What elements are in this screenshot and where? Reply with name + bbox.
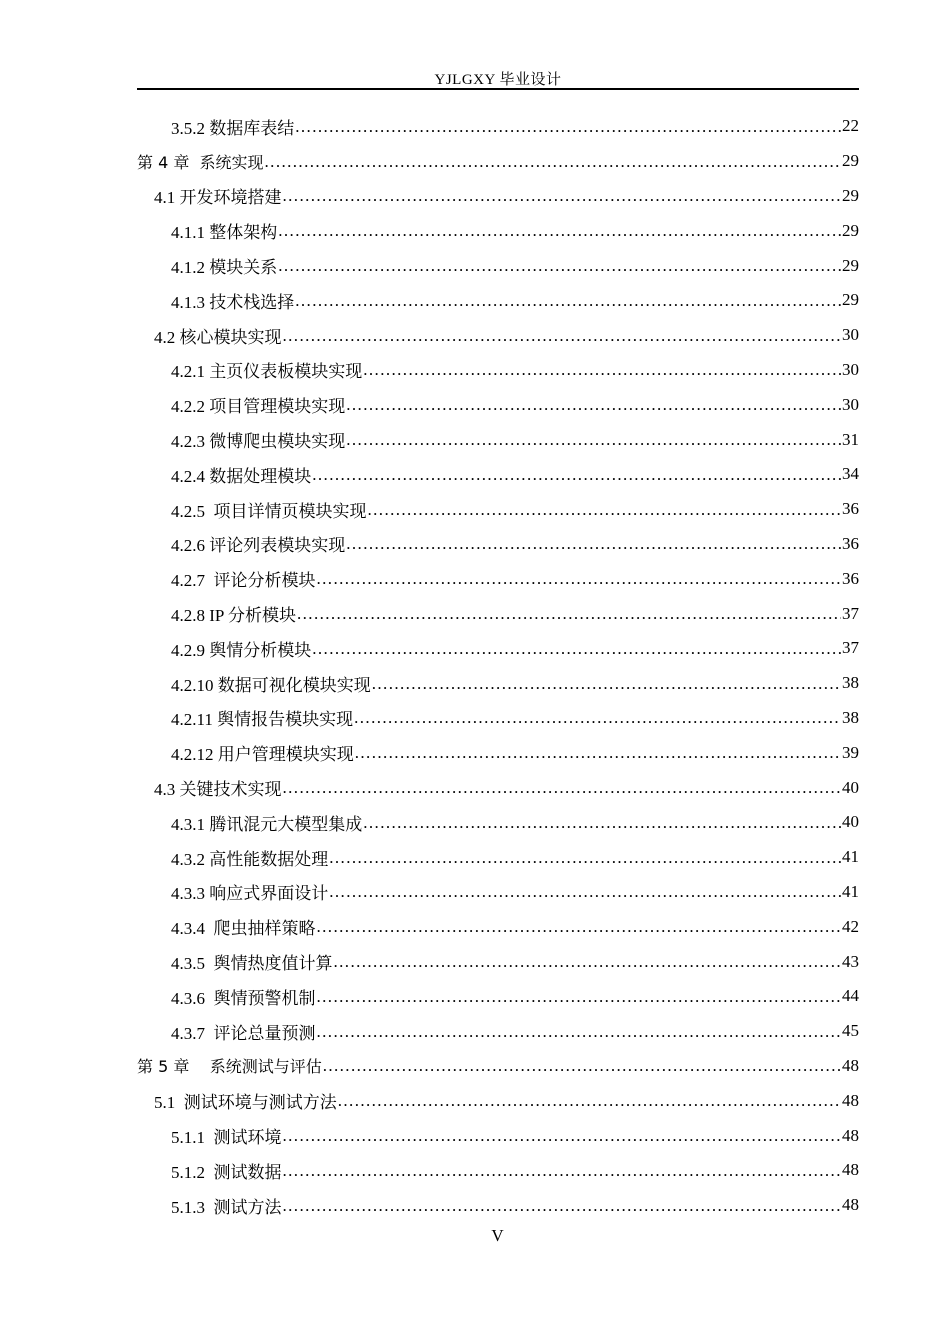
- toc-dot-leader: [329, 849, 841, 866]
- toc-entry-page: 39: [842, 742, 859, 762]
- toc-entry-title: 5.1.1 测试环境: [171, 1128, 282, 1147]
- toc-entry-page: 48: [842, 1055, 859, 1075]
- toc-entry[interactable]: [137, 979, 859, 1014]
- toc-entry[interactable]: [137, 179, 859, 214]
- toc-entry[interactable]: [137, 1083, 859, 1118]
- toc-entry-title: 3.5.2 数据库表结: [171, 118, 295, 138]
- toc-entry[interactable]: [137, 248, 859, 283]
- toc-entry[interactable]: [137, 318, 859, 353]
- toc-dot-leader: [283, 779, 842, 796]
- toc-entry[interactable]: [137, 666, 859, 701]
- toc-entry-page: 48: [842, 1125, 859, 1145]
- toc-entry-title: 4.2.8 IP 分析模块: [171, 606, 296, 626]
- toc-entry[interactable]: [137, 840, 859, 875]
- toc-entry-title: 4.3.4 爬虫抽样策略: [171, 919, 316, 939]
- toc-entry[interactable]: [137, 109, 859, 144]
- toc-entry-page: 37: [842, 638, 859, 658]
- toc-entry-page: 30: [842, 325, 859, 345]
- toc-entry[interactable]: [137, 770, 859, 805]
- toc-entry-title: 4.1 开发环境搭建: [154, 188, 282, 208]
- toc-dot-leader: [355, 744, 841, 761]
- toc-dot-leader: [372, 675, 841, 692]
- toc-entry-title: 4.3.3 响应式界面设计: [171, 884, 329, 904]
- toc-entry[interactable]: [137, 1153, 859, 1188]
- toc-entry-page: 48: [842, 1160, 859, 1180]
- toc-dot-leader: [317, 1023, 842, 1040]
- toc-entry-title: 4.3 关键技术实现: [154, 780, 282, 800]
- toc-entry-title: 4.2.10 数据可视化模块实现: [171, 675, 371, 695]
- toc-entry[interactable]: [137, 457, 859, 492]
- toc-entry[interactable]: [137, 1118, 859, 1153]
- toc-entry-page: 38: [842, 673, 859, 693]
- toc-entry[interactable]: [137, 144, 859, 179]
- toc-entry-title: 4.2.5 项目详情页模块实现: [171, 501, 367, 521]
- toc-entry-page: 44: [842, 986, 859, 1006]
- toc-dot-leader: [368, 501, 842, 518]
- toc-entry[interactable]: [137, 353, 859, 388]
- toc-dot-leader: [346, 535, 841, 552]
- toc-entry-title: 4.3.7 评论总量预测: [171, 1023, 316, 1043]
- toc-entry-title: 4.1.3 技术栈选择: [171, 292, 295, 312]
- toc-dot-leader: [295, 292, 841, 309]
- toc-entry-page: 40: [842, 777, 859, 797]
- table-of-contents: [137, 109, 859, 1223]
- toc-entry[interactable]: [137, 283, 859, 318]
- toc-entry-page: 40: [842, 812, 859, 832]
- toc-dot-leader: [346, 431, 841, 448]
- toc-entry[interactable]: [137, 1049, 859, 1084]
- toc-dot-leader: [317, 570, 842, 587]
- toc-entry-page: 41: [842, 847, 859, 867]
- toc-dot-leader: [283, 1162, 842, 1179]
- toc-entry-title: 4.1.2 模块关系: [171, 258, 278, 278]
- toc-entry-page: 48: [842, 1195, 859, 1215]
- toc-dot-leader: [317, 988, 842, 1005]
- toc-entry-title: 4.3.2 高性能数据处理: [171, 849, 329, 869]
- toc-entry[interactable]: [137, 735, 859, 770]
- toc-entry-title: 第 4 章 系统实现: [137, 152, 264, 172]
- toc-dot-leader: [363, 361, 841, 378]
- toc-entry-title: 第 5 章 系统测试与评估: [137, 1057, 322, 1077]
- toc-entry-page: 22: [842, 116, 859, 136]
- toc-entry[interactable]: [137, 492, 859, 527]
- toc-entry-title: 4.2.7 评论分析模块: [171, 571, 316, 591]
- toc-entry-title: 4.2.11 舆情报告模块实现: [171, 710, 354, 730]
- toc-entry-title: 4.2.9 舆情分析模块: [171, 640, 312, 660]
- toc-entry-page: 29: [842, 255, 859, 275]
- toc-entry[interactable]: [137, 527, 859, 562]
- toc-entry[interactable]: [137, 1188, 859, 1223]
- toc-dot-leader: [297, 605, 841, 622]
- toc-dot-leader: [354, 709, 841, 726]
- toc-dot-leader: [283, 187, 842, 204]
- toc-dot-leader: [363, 814, 841, 831]
- toc-entry-title: 4.2 核心模块实现: [154, 327, 282, 347]
- toc-entry[interactable]: [137, 909, 859, 944]
- toc-entry-page: 30: [842, 359, 859, 379]
- toc-dot-leader: [283, 1127, 842, 1144]
- toc-entry-page: 29: [842, 290, 859, 310]
- toc-entry-title: 4.3.5 舆情热度值计算: [171, 954, 333, 974]
- toc-entry-title: 4.3.6 舆情预警机制: [171, 988, 316, 1008]
- toc-entry-page: 43: [842, 951, 859, 971]
- toc-entry[interactable]: [137, 596, 859, 631]
- toc-entry-title: 5.1.3 测试方法: [171, 1197, 282, 1217]
- toc-entry-title: 4.3.1 腾讯混元大模型集成: [171, 814, 363, 834]
- toc-entry[interactable]: [137, 805, 859, 840]
- toc-entry-page: 36: [842, 568, 859, 588]
- toc-dot-leader: [338, 1092, 841, 1109]
- toc-entry-page: 37: [842, 603, 859, 623]
- toc-entry[interactable]: [137, 875, 859, 910]
- toc-dot-leader: [317, 918, 842, 935]
- toc-entry-page: 29: [842, 185, 859, 205]
- toc-dot-leader: [323, 1057, 841, 1074]
- toc-entry[interactable]: [137, 422, 859, 457]
- toc-entry[interactable]: [137, 944, 859, 979]
- page-number: V: [491, 1226, 504, 1245]
- toc-entry-page: 34: [842, 464, 859, 484]
- toc-entry-page: 30: [842, 394, 859, 414]
- toc-entry-title: 4.2.2 项目管理模块实现: [171, 397, 346, 417]
- toc-dot-leader: [278, 257, 841, 274]
- toc-entry-title: 4.2.6 评论列表模块实现: [171, 536, 346, 556]
- toc-dot-leader: [312, 466, 841, 483]
- toc-entry-title: 4.2.12 用户管理模块实现: [171, 745, 354, 765]
- toc-entry-page: 48: [842, 1090, 859, 1110]
- toc-entry-page: 36: [842, 533, 859, 553]
- toc-entry-page: 38: [842, 707, 859, 727]
- toc-entry[interactable]: [137, 561, 859, 596]
- toc-entry-page: 45: [842, 1021, 859, 1041]
- toc-entry-page: 36: [842, 499, 859, 519]
- toc-entry-title: 4.2.3 微博爬虫模块实现: [171, 432, 346, 452]
- toc-dot-leader: [295, 118, 841, 135]
- toc-dot-leader: [346, 396, 841, 413]
- toc-dot-leader: [334, 953, 842, 970]
- toc-dot-leader: [329, 883, 841, 900]
- toc-entry-title: 4.2.4 数据处理模块: [171, 466, 312, 486]
- toc-dot-leader: [265, 153, 841, 170]
- toc-entry-page: 31: [842, 429, 859, 449]
- page-header: YJLGXY 毕业设计: [434, 72, 562, 88]
- toc-entry[interactable]: [137, 213, 859, 248]
- toc-dot-leader: [283, 327, 842, 344]
- toc-entry-title: 5.1 测试环境与测试方法: [154, 1093, 337, 1113]
- toc-entry-title: 4.2.1 主页仪表板模块实现: [171, 362, 363, 382]
- toc-entry-page: 29: [842, 151, 859, 171]
- toc-entry-title: 4.1.1 整体架构: [171, 223, 278, 243]
- toc-entry[interactable]: [137, 387, 859, 422]
- toc-entry-page: 29: [842, 220, 859, 240]
- header-rule: [137, 88, 859, 90]
- toc-entry-title: 5.1.2 测试数据: [171, 1162, 282, 1182]
- toc-dot-leader: [278, 222, 841, 239]
- toc-entry[interactable]: [137, 631, 859, 666]
- toc-dot-leader: [312, 640, 841, 657]
- toc-entry[interactable]: [137, 1014, 859, 1049]
- toc-entry[interactable]: [137, 701, 859, 736]
- toc-entry-page: 41: [842, 881, 859, 901]
- toc-dot-leader: [283, 1197, 842, 1214]
- toc-entry-page: 42: [842, 916, 859, 936]
